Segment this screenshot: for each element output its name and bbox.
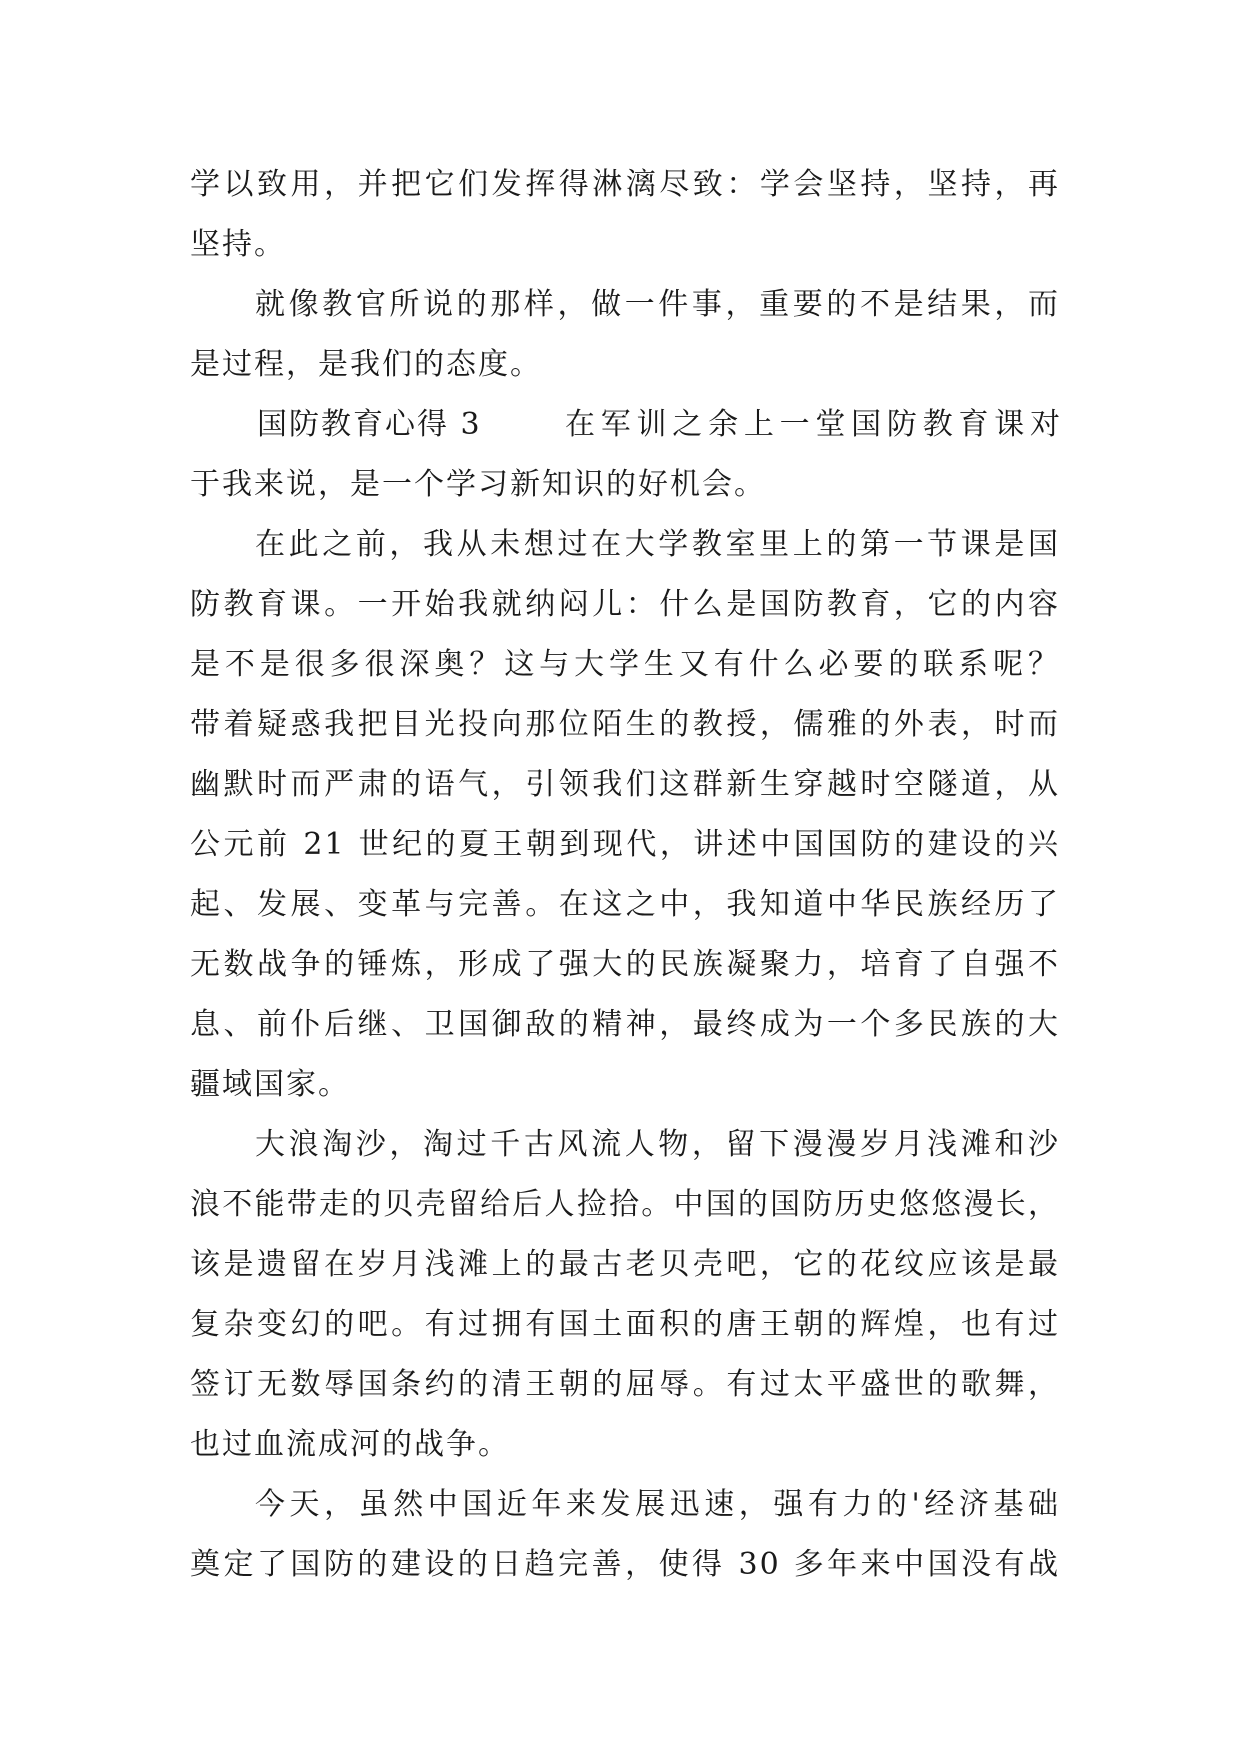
text-line: 在军训之余上一堂国防教育课对	[565, 407, 1060, 442]
text-line: 是过程，是我们的态度。	[190, 347, 542, 382]
text-line: 坚持。	[190, 227, 286, 262]
text-line: 疆域国家。	[190, 1067, 350, 1102]
section-heading: 国防教育心得 3	[257, 407, 482, 442]
text-line: 带着疑惑我把目光投向那位陌生的教授，儒雅的外表，时而	[190, 707, 1060, 742]
text-line: 浪不能带走的贝壳留给后人捡拾。中国的国防历史悠悠漫长，	[190, 1187, 1060, 1222]
text-line: 起、发展、变革与完善。在这之中，我知道中华民族经历了	[190, 887, 1060, 922]
text-line: 在此之前，我从未想过在大学教室里上的第一节课是国	[255, 527, 1060, 562]
text-line: 该是遗留在岁月浅滩上的最古老贝壳吧，它的花纹应该是最	[190, 1247, 1060, 1282]
text-line: 息、前仆后继、卫国御敌的精神，最终成为一个多民族的大	[190, 1007, 1060, 1042]
text-line: 复杂变幻的吧。有过拥有国土面积的唐王朝的辉煌，也有过	[190, 1307, 1060, 1342]
text-line: 无数战争的锤炼，形成了强大的民族凝聚力，培育了自强不	[190, 947, 1060, 982]
text-line: 奠定了国防的建设的日趋完善，使得 30 多年来中国没有战	[190, 1547, 1060, 1582]
text-line: 防教育课。一开始我就纳闷儿：什么是国防教育，它的内容	[190, 587, 1060, 622]
text-line: 于我来说，是一个学习新知识的好机会。	[190, 467, 766, 502]
text-line: 公元前 21 世纪的夏王朝到现代，讲述中国国防的建设的兴	[190, 827, 1060, 862]
text-line: 签订无数辱国条约的清王朝的屈辱。有过太平盛世的歌舞，	[190, 1367, 1060, 1402]
text-line: 也过血流成河的战争。	[190, 1427, 510, 1462]
text-line: 幽默时而严肃的语气，引领我们这群新生穿越时空隧道，从	[190, 767, 1060, 802]
text-line: 就像教官所说的那样，做一件事，重要的不是结果，而	[255, 287, 1060, 322]
text-line: 是不是很多很深奥？这与大学生又有什么必要的联系呢？	[190, 647, 1060, 682]
text-line: 大浪淘沙，淘过千古风流人物，留下漫漫岁月浅滩和沙	[255, 1127, 1060, 1162]
text-line: 今天，虽然中国近年来发展迅速，强有力的'经济基础	[255, 1487, 1060, 1522]
text-line: 学以致用，并把它们发挥得淋漓尽致：学会坚持，坚持，再	[190, 167, 1060, 202]
